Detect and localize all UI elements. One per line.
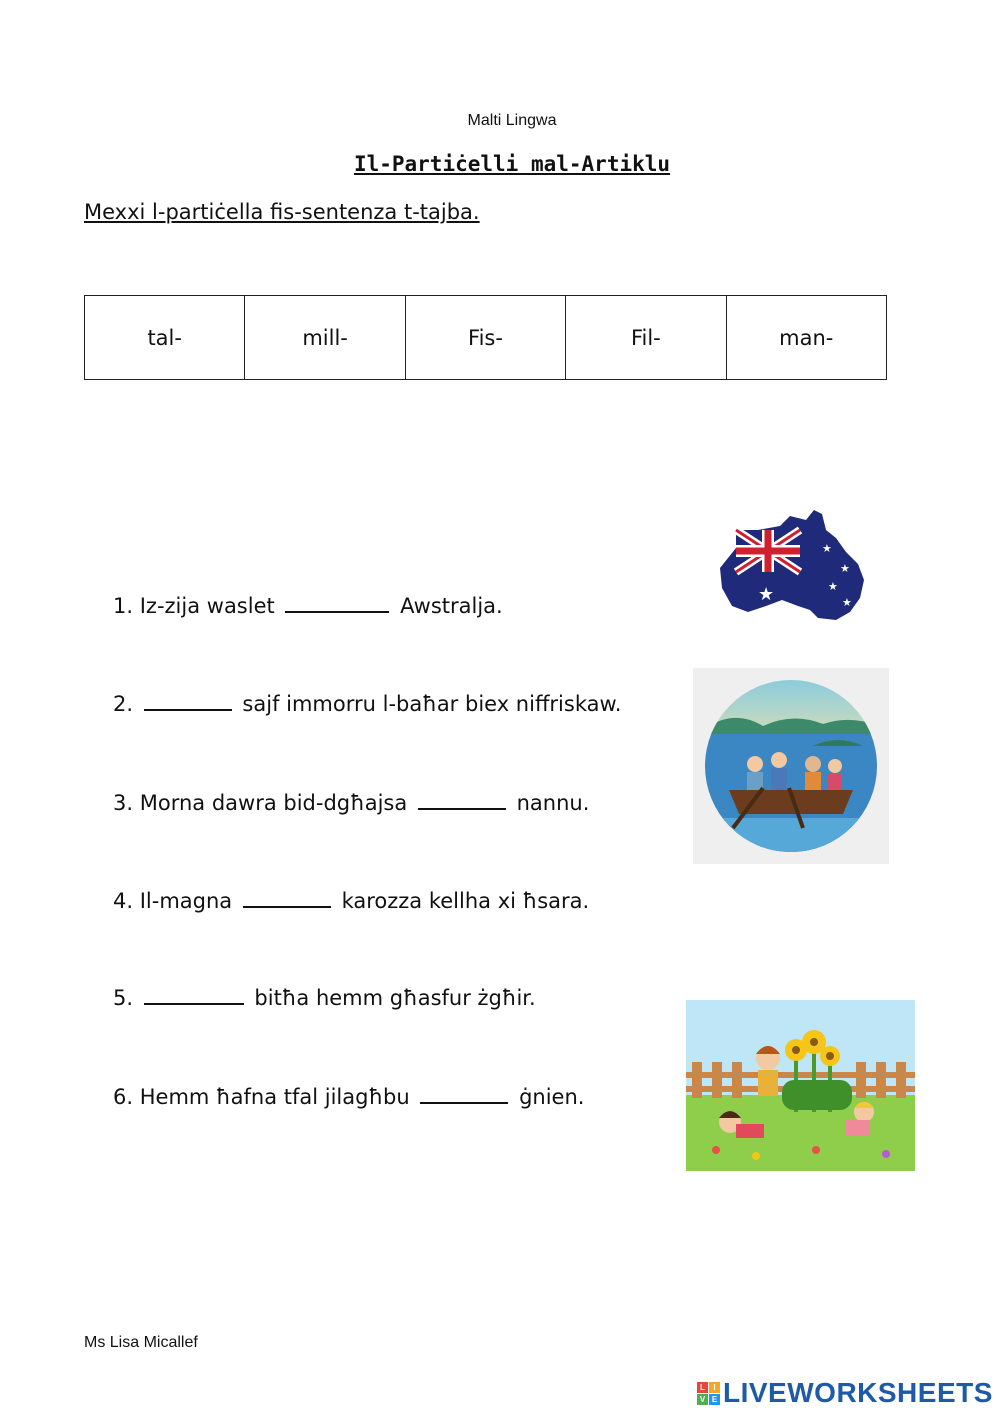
question-5 — [113, 985, 536, 1010]
svg-text:★: ★ — [758, 584, 775, 605]
question-number: 1. — [113, 594, 134, 618]
answer-blank[interactable] — [243, 888, 331, 908]
svg-text:★: ★ — [822, 542, 832, 555]
svg-text:★: ★ — [842, 596, 852, 609]
svg-text:★: ★ — [840, 562, 850, 575]
question-text-after: Awstralja. — [400, 594, 503, 618]
logo-letter: E — [709, 1394, 720, 1405]
question-6 — [113, 1084, 584, 1109]
question-text-after: bitħa hemm għasfur żgħir. — [254, 986, 536, 1010]
answer-blank[interactable] — [418, 790, 506, 810]
question-number: 2. — [113, 692, 134, 716]
question-text-before: Hemm ħafna tfal jilagħbu — [139, 1085, 410, 1109]
children-garden-image — [686, 1000, 915, 1171]
question-text-before: Iz-zija waslet — [139, 594, 275, 618]
brand-name: LIVEWORKSHEETS — [723, 1377, 993, 1408]
question-text-after: nannu. — [516, 791, 590, 815]
question-2 — [113, 691, 621, 716]
question-text-after: ġnien. — [519, 1085, 585, 1109]
question-number: 4. — [113, 889, 134, 913]
answer-blank[interactable] — [144, 985, 244, 1005]
question-text-before: Morna dawra bid-dgħajsa — [139, 791, 408, 815]
logo-letter: L — [697, 1382, 708, 1393]
instruction-text: Mexxi l-partiċella fis-sentenza t-tajba. — [84, 200, 480, 224]
answer-blank[interactable] — [285, 593, 389, 613]
question-number: 5. — [113, 986, 134, 1010]
question-text-after: karozza kellha xi ħsara. — [341, 889, 590, 913]
answer-blank[interactable] — [420, 1084, 508, 1104]
liveworksheets-logo[interactable] — [697, 1377, 993, 1409]
australia-flag-map-image — [718, 508, 868, 628]
logo-grid-icon — [697, 1382, 720, 1405]
question-text-before: Il-magna — [139, 889, 233, 913]
word-bank-item[interactable]: Fis- — [405, 296, 565, 380]
question-number: 3. — [113, 791, 134, 815]
question-number: 6. — [113, 1085, 134, 1109]
logo-letter: I — [709, 1382, 720, 1393]
subject-label: Malti Lingwa — [467, 112, 557, 129]
question-text-after: sajf immorru l-baħar biex niffriskaw. — [242, 692, 622, 716]
author-name: Ms Lisa Micallef — [84, 1334, 198, 1351]
question-1 — [113, 593, 503, 618]
logo-letter: V — [697, 1394, 708, 1405]
page-title: Il-Partiċelli mal-Artiklu — [353, 152, 671, 176]
word-bank-table — [84, 295, 887, 380]
answer-blank[interactable] — [144, 691, 232, 711]
word-bank-item[interactable]: mill- — [245, 296, 405, 380]
word-bank-item[interactable]: tal- — [85, 296, 245, 380]
svg-text:★: ★ — [828, 580, 838, 593]
family-boat-image — [693, 668, 889, 864]
question-4 — [113, 888, 589, 913]
word-bank-item[interactable]: Fil- — [566, 296, 726, 380]
question-3 — [113, 790, 589, 815]
word-bank-item[interactable]: man- — [726, 296, 886, 380]
